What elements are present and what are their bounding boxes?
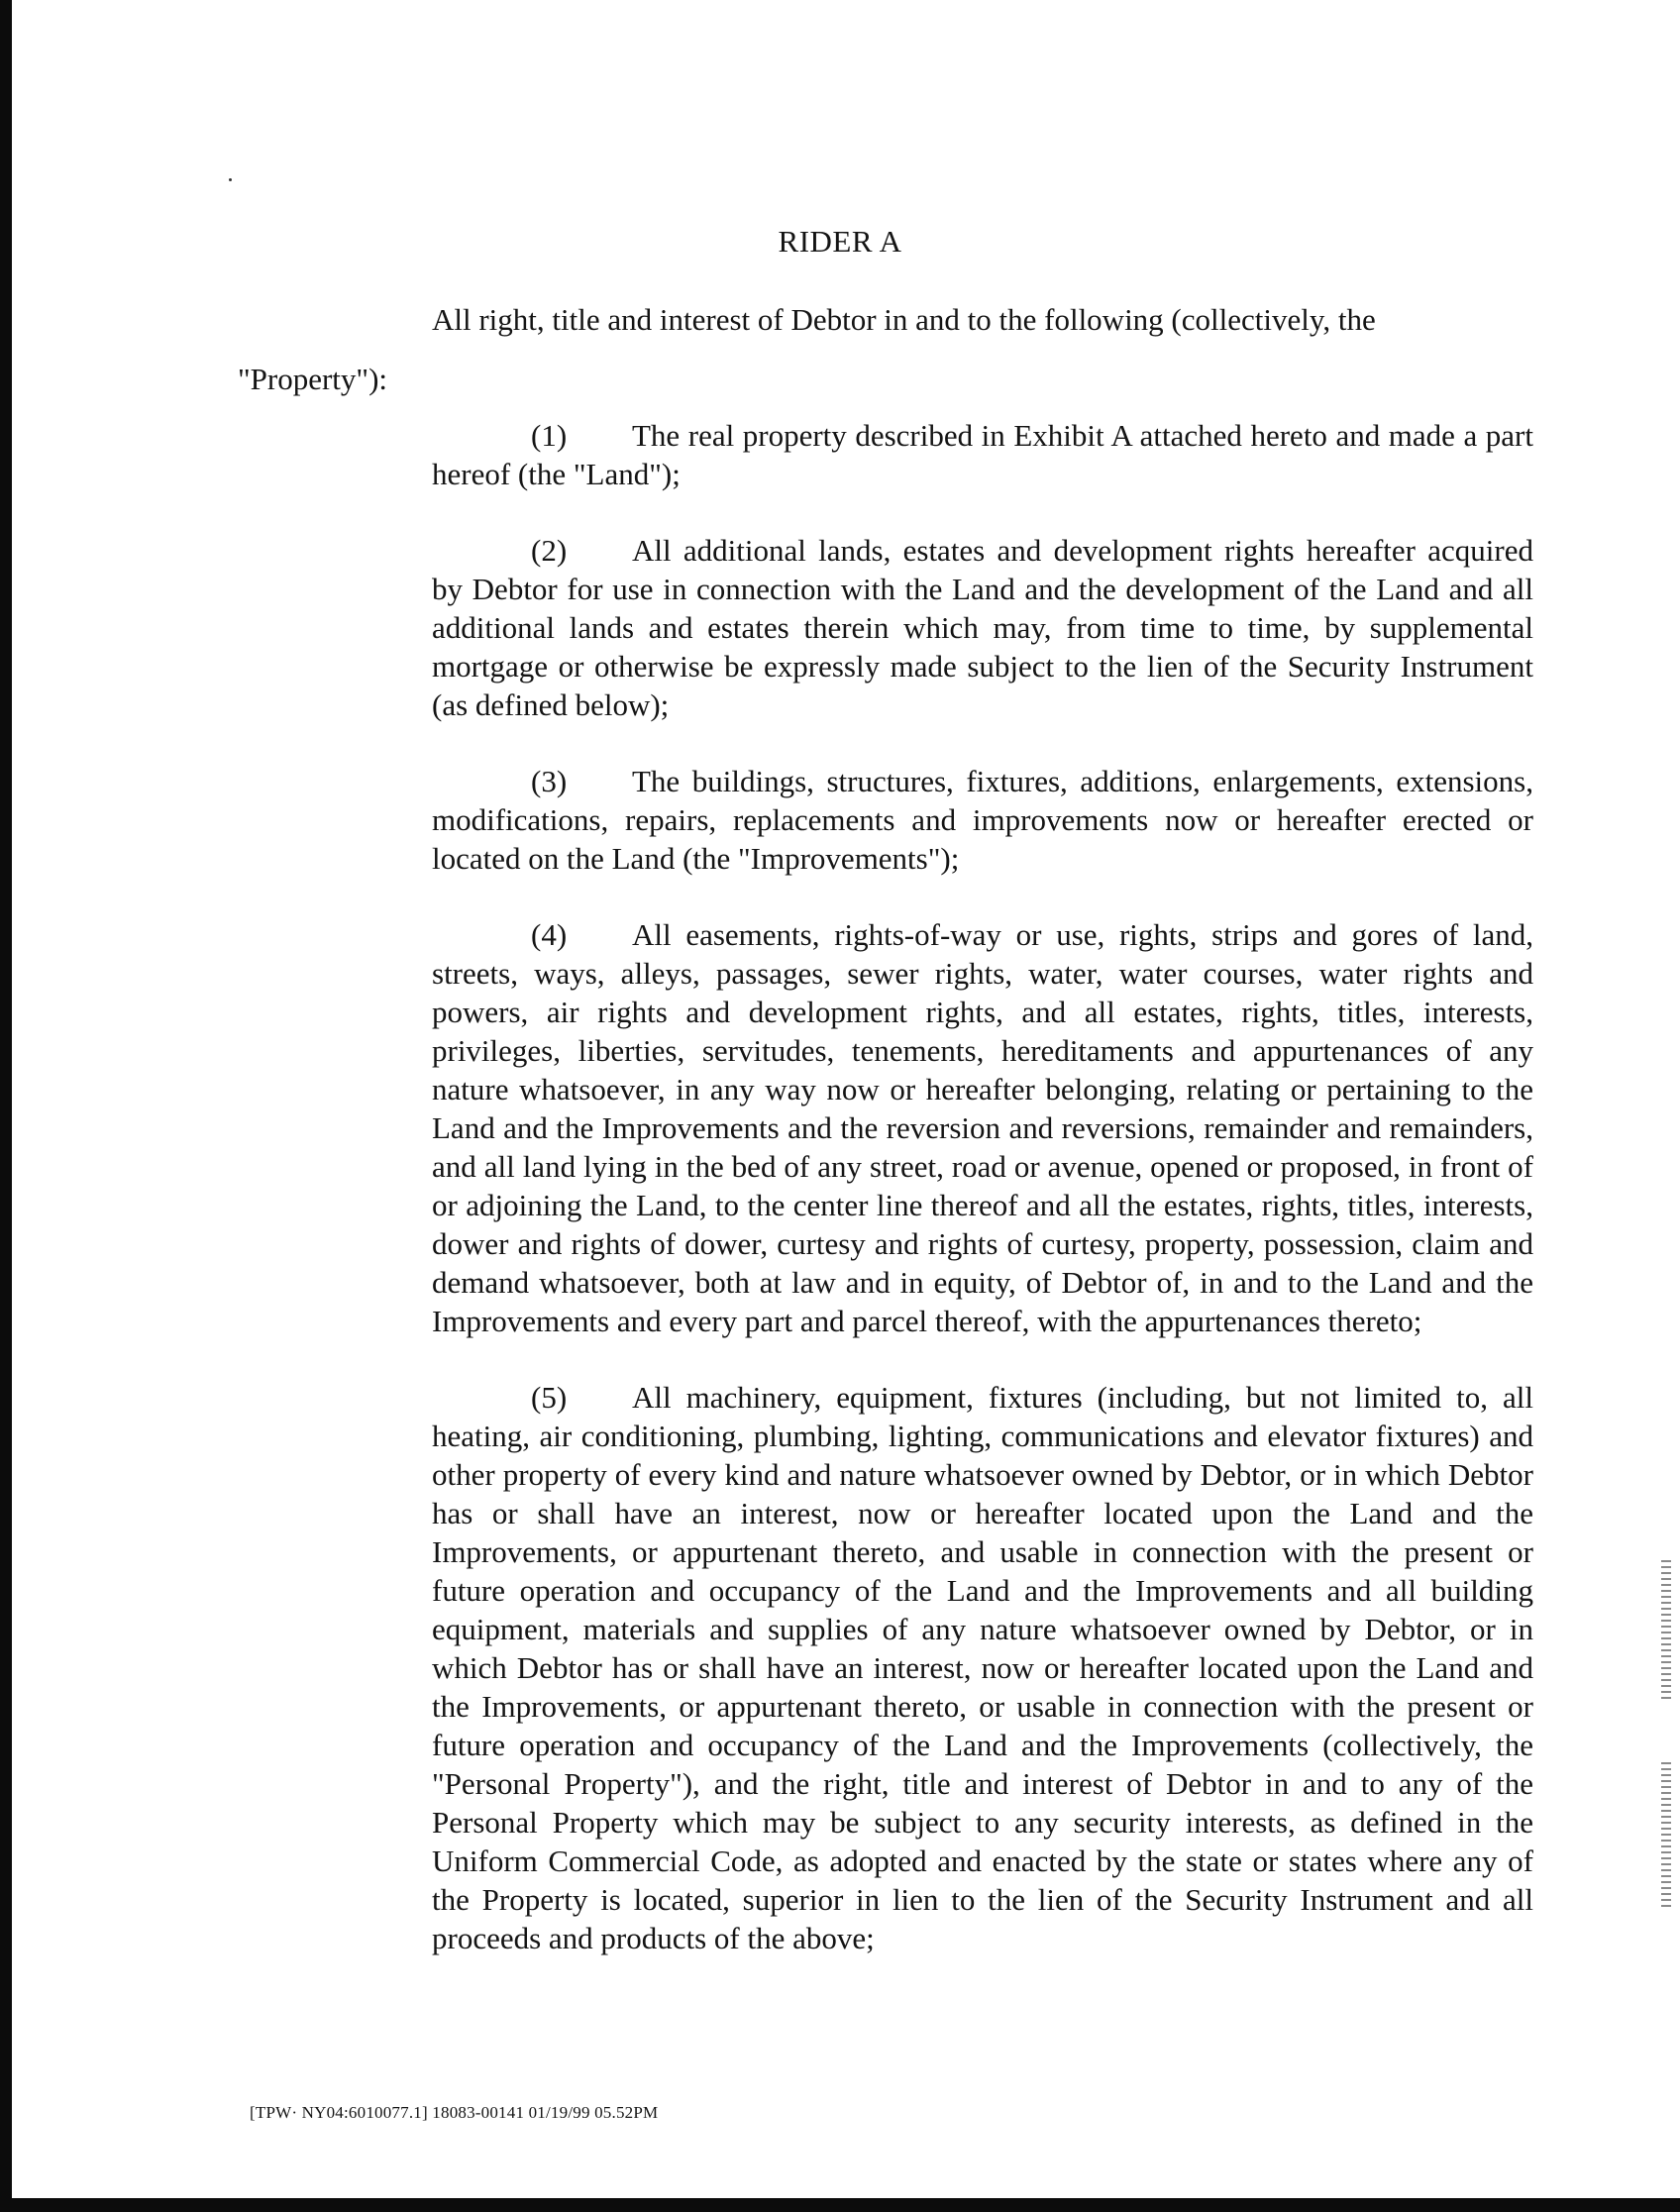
edge-mark bbox=[1661, 1560, 1671, 1699]
intro-line: All right, title and interest of Debtor in and to the following (collectively, the bbox=[432, 302, 1376, 337]
clause-4 bbox=[432, 915, 1533, 1340]
clause-text: The real property described in Exhibit A attached hereto and made a part hereof (the "Land"); bbox=[432, 418, 1533, 491]
scan-left-edge bbox=[0, 0, 12, 2212]
document-footer: [TPW· NY04:6010077.1] 18083-00141 01/19/99 05.52PM bbox=[250, 2103, 659, 2122]
scan-bottom-edge bbox=[0, 2198, 1680, 2212]
clause-number: (1) bbox=[531, 418, 568, 453]
document-title: RIDER A bbox=[778, 224, 902, 259]
clause-2 bbox=[432, 531, 1533, 724]
clause-number: (4) bbox=[531, 917, 568, 952]
clause-text: All additional lands, estates and development rights hereafter acquired by Debtor for use in connection with the Land and the development of the Land and all additional lands and estates therein which may, from time to time, by supplemental mortgage or otherwise be expressly made subject to the lien of the Security Instrument (as defined below); bbox=[432, 533, 1533, 722]
scan-speck bbox=[229, 178, 232, 181]
clause-text: All machinery, equipment, fixtures (including, but not limited to, all heating, air conditioning, plumbing, lighting, communications and elevator fixtures) and other property of every kind and nature whatsoever owned by Debtor, or in which Debtor has or shall have an interest, now or hereafter located upon the Land and the Improvements, or appurtenant thereto, and usable in connection with the present or future operation and occupancy of the Land and the Improvements and all building equipment, materials and supplies of any nature whatsoever owned by Debtor, or in which Debtor has or shall have an interest, now or hereafter located upon the Land and the Improvements, or appurtenant thereto, or usable in connection with the present or future operation and occupancy of the Land and the Improvements (collectively, the "Personal Property"), and the right, title and interest of Debtor in and to any of the Personal Property which may be subject to any security interests, as defined in the Uniform Commercial Code, as adopted and enacted by the state or states where any of the Property is located, superior in lien to the lien of the Security Instrument and all proceeds and products of the above; bbox=[432, 1380, 1533, 1955]
clause-number: (3) bbox=[531, 764, 568, 798]
clause-number: (2) bbox=[531, 533, 568, 568]
scan-edge-marks bbox=[1659, 1560, 1675, 1917]
edge-mark bbox=[1661, 1758, 1671, 1907]
clause-text: All easements, rights-of-way or use, rights, strips and gores of land, streets, ways, alleys, passages, sewer rights, water, water courses, water rights and powers, air rights and development rights, and all estates, rights, titles, interests, privileges, liberties, servitudes, tenements, hereditaments and appurtenances of any nature whatsoever, in any way now or hereafter belonging, relating or pertaining to the Land and the Improvements and the reversion and reversions, remainder and remainders, and all land lying in the bed of any street, road or avenue, opened or proposed, in front of or adjoining the Land, to the center line thereof and all the estates, rights, titles, interests, dower and rights of dower, curtesy and rights of curtesy, property, possession, claim and demand whatsoever, both at law and in equity, of Debtor of, in and to the Land and the Improvements and every part and parcel thereof, with the appurtenances thereto; bbox=[432, 917, 1533, 1338]
clause-list bbox=[432, 416, 1533, 1995]
clause-5 bbox=[432, 1378, 1533, 1957]
clause-text: The buildings, structures, fixtures, additions, enlargements, extensions, modifications, repairs, replacements and improvements now or hereafter erected or located on the Land (the "Improvements"); bbox=[432, 764, 1533, 876]
intro-continuation: "Property"): bbox=[238, 362, 388, 396]
clause-number: (5) bbox=[531, 1380, 568, 1415]
clause-3 bbox=[432, 762, 1533, 878]
clause-1 bbox=[432, 416, 1533, 493]
